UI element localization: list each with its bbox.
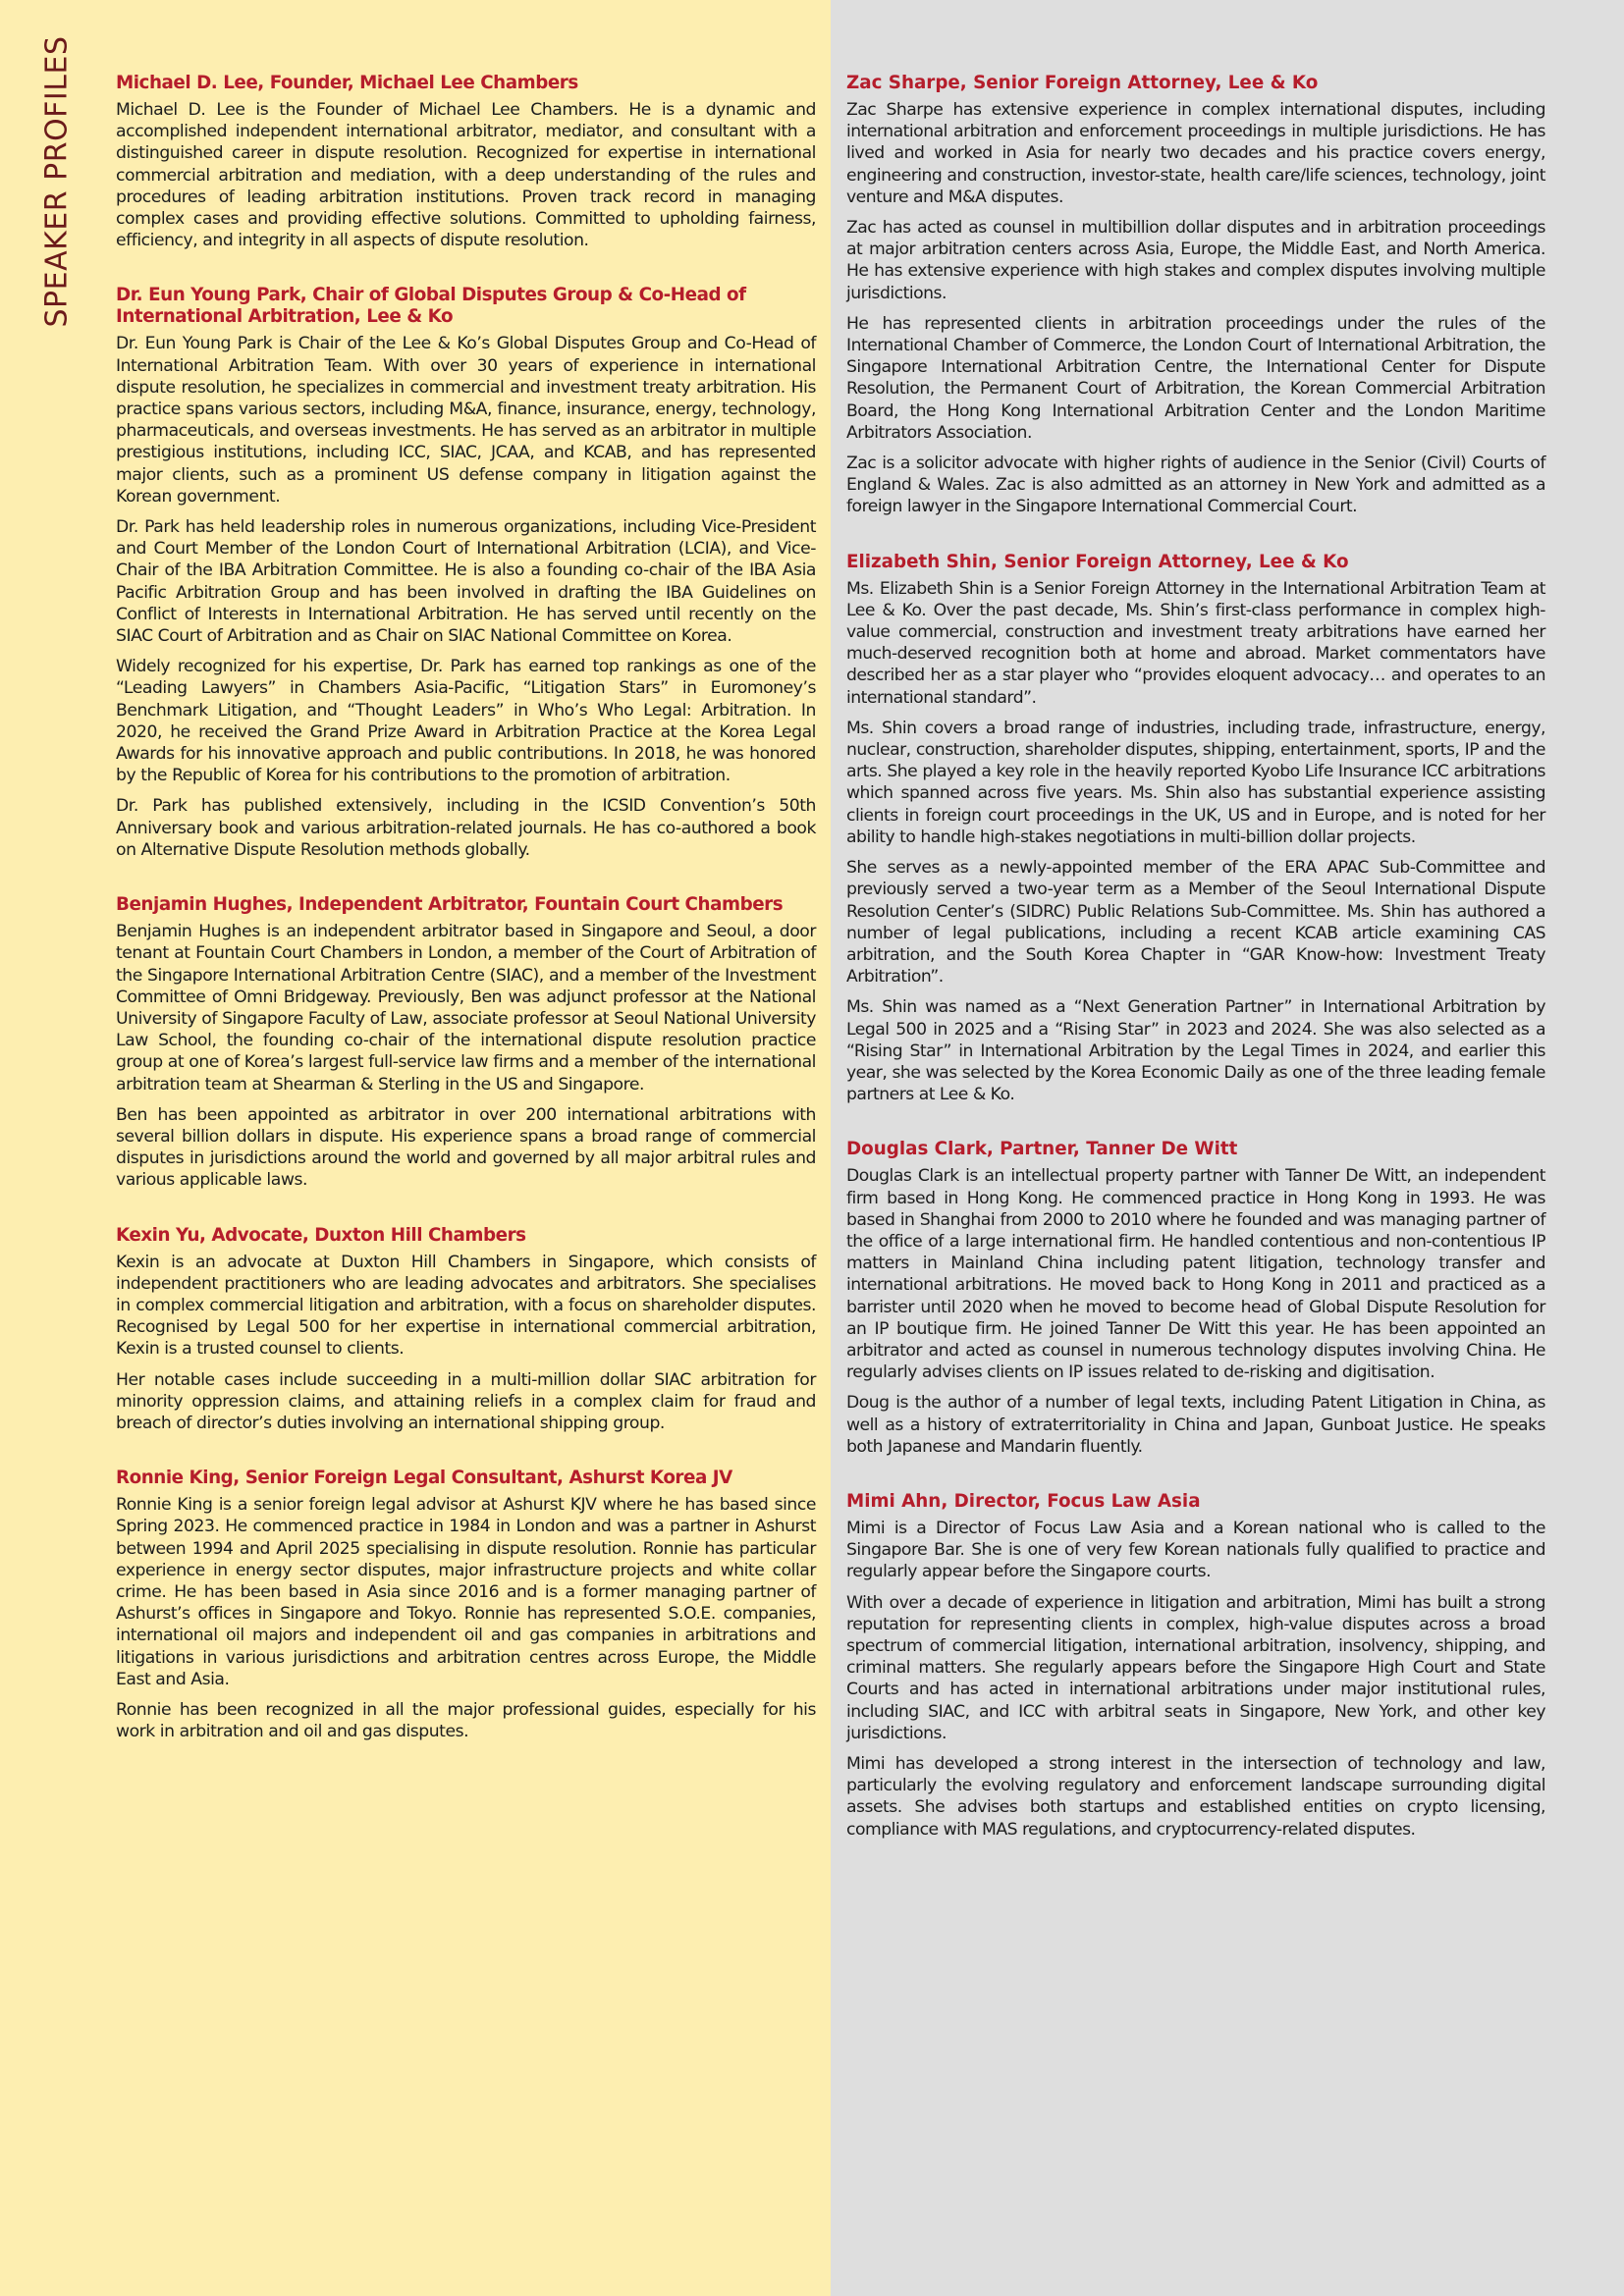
profile-heading: Zac Sharpe, Senior Foreign Attorney, Lee & Ko <box>846 73 1319 93</box>
profile-heading: Michael D. Lee, Founder, Michael Lee Chambers <box>116 73 578 93</box>
left-profile-column <box>116 73 816 1776</box>
profile-paragraph: Michael D. Lee is the Founder of Michael Lee Chambers. He is a dynamic and accomplished independent international arbitrator, mediator, and consultant with a distinguished career in dispute resolution. Recognized for expertise in international commercial arbitration and mediation, with a deep understanding of the rules and procedures of leading arbitration institutions. Proven track record in managing complex cases and providing effective solutions. Committed to upholding fairness, efficiency, and integrity in all aspects of dispute resolution. <box>116 100 816 251</box>
profile-heading: Douglas Clark, Partner, Tanner De Witt <box>846 1139 1238 1160</box>
profile-paragraph: Zac has acted as counsel in multibillion dollar disputes and in arbitration proceedings at major arbitration centers across Asia, Europe, the Middle East, and North America. He has extensive experience with high stakes and complex disputes involving multiple jurisdictions. <box>846 218 1545 303</box>
profile-zac-sharpe <box>846 73 1545 518</box>
profile-mimi-ahn <box>846 1491 1545 1841</box>
profile-paragraph: Ronnie King is a senior foreign legal advisor at Ashurst KJV where he has based since Spring 2023. He commenced practice in 1984 in London and was a partner in Ashurst between 1994 and April 2025 specialising in dispute resolution. Ronnie has particular experience in energy sector disputes, major infrastructure projects and white collar crime. He has been based in Asia since 2016 and is a former managing partner of Ashurst’s offices in Singapore and Tokyo. Ronnie has represented S.O.E. companies, international oil majors and independent oil and gas companies in arbitrations and litigations in various jurisdictions and arbitration centres across Europe, the Middle East and Asia. <box>116 1495 816 1689</box>
profile-paragraph: Dr. Park has held leadership roles in numerous organizations, including Vice-President and Court Member of the London Court of International Arbitration (LCIA), and Vice-Chair of the IBA Arbitration Committee. He is also a founding co-chair of the IBA Asia Pacific Arbitration Group and has been involved in drafting the IBA Guidelines on Conflict of Interests in International Arbitration. He has served until recently on the SIAC Court of Arbitration and as Chair on SIAC National Committee on Korea. <box>116 517 816 647</box>
profile-paragraph: Zac is a solicitor advocate with higher rights of audience in the Senior (Civil) Courts of England & Wales. Zac is also admitted as an attorney in New York and admitted as a foreign lawyer in the Singapore International Commercial Court. <box>846 454 1545 517</box>
profile-paragraph: Widely recognized for his expertise, Dr. Park has earned top rankings as one of the “Leading Lawyers” in Chambers Asia-Pacific, “Litigation Stars” in Euromoney’s Benchmark Litigation, and “Thought Leaders” in Who’s Who Legal: Arbitration. In 2020, he received the Grand Prize Award in Arbitration Practice at the Korea Legal Awards for his innovative approach and public contributions. In 2018, he was honored by the Republic of Korea for his contributions to the promotion of arbitration. <box>116 657 816 786</box>
profile-dr-eun-young-park <box>116 285 816 861</box>
profile-paragraph: Dr. Eun Young Park is Chair of the Lee & Ko’s Global Disputes Group and Co-Head of International Arbitration Team. With over 30 years of experience in international dispute resolution, he specializes in commercial and investment treaty arbitration. His practice spans various sectors, including M&A, finance, insurance, energy, technology, pharmaceuticals, and overseas investments. He has served as an arbitrator in multiple prestigious institutions, including ICC, SIAC, JCAA, and KCAB, and has represented major clients, such as a prominent US defense company in litigation against the Korean government. <box>116 334 816 507</box>
profile-paragraph: Kexin is an advocate at Duxton Hill Chambers in Singapore, which consists of independent practitioners who are leading advocates and arbitrators. She specialises in complex commercial litigation and arbitration, with a focus on shareholder disputes. Recognised by Legal 500 for her expertise in international commercial arbitration, Kexin is a trusted counsel to clients. <box>116 1252 816 1360</box>
profile-heading: Dr. Eun Young Park, Chair of Global Disputes Group & Co-Head of International Arbitration, Lee & Ko <box>116 285 746 328</box>
speaker-profiles-title: SPEAKER PROFILES <box>39 35 75 328</box>
profile-benjamin-hughes <box>116 894 816 1191</box>
right-profile-column <box>846 73 1545 1874</box>
profile-paragraph: Her notable cases include succeeding in a multi-million dollar SIAC arbitration for minority oppression claims, and attaining reliefs in a complex claim for fraud and breach of director’s duties involving an international shipping group. <box>116 1369 816 1433</box>
profile-heading: Ronnie King, Senior Foreign Legal Consultant, Ashurst Korea JV <box>116 1468 732 1489</box>
profile-paragraph: Ms. Shin covers a broad range of industries, including trade, infrastructure, energy, nuclear, construction, shareholder disputes, shipping, entertainment, sports, IP and the arts. She played a key role in the heavily reported Kyobo Life Insurance ICC arbitrations which spanned across five years. Ms. Shin also has substantial experience assisting clients in foreign court proceedings in the UK, US and in Europe, and is noted for her ability to handle high-stakes negotiations in multi-billion dollar projects. <box>846 718 1545 847</box>
profile-heading: Elizabeth Shin, Senior Foreign Attorney, Lee & Ko <box>846 551 1349 572</box>
profile-paragraph: Zac Sharpe has extensive experience in complex international disputes, including international arbitration and enforcement proceedings in multiple jurisdictions. He has lived and worked in Asia for nearly two decades and his practice covers energy, engineering and construction, investor-state, health care/life sciences, technology, joint venture and M&A disputes. <box>846 100 1545 207</box>
profile-heading: Kexin Yu, Advocate, Duxton Hill Chambers <box>116 1224 526 1246</box>
profile-paragraph: Ms. Shin was named as a “Next Generation Partner” in International Arbitration by Legal 500 in 2025 and a “Rising Star” in 2023 and 2024. She was also selected as a “Rising Star” in International Arbitration by the Legal Times in 2024, and earlier this year, she was selected by the Korea Economic Daily as one of the three leading female partners at Lee & Ko. <box>846 997 1545 1105</box>
profile-paragraph: Benjamin Hughes is an independent arbitrator based in Singapore and Seoul, a door tenant at Fountain Court Chambers in London, a member of the Court of Arbitration of the Singapore International Arbitration Centre (SIAC), and a member of the Investment Committee of Omni Bridgeway. Previously, Ben was adjunct professor at the National University of Singapore Faculty of Law, associate professor at Seoul National University Law School, the founding co-chair of the international dispute resolution practice group at one of Korea’s largest full-service law firms and a member of the international arbitration team at Shearman & Sterling in the US and Singapore. <box>116 922 816 1095</box>
profile-paragraph: Dr. Park has published extensively, including in the ICSID Convention’s 50th Anniversary book and various arbitration-related journals. He has co-authored a book on Alternative Dispute Resolution methods globally. <box>116 796 816 860</box>
profile-heading: Benjamin Hughes, Independent Arbitrator, Fountain Court Chambers <box>116 894 784 916</box>
profile-paragraph: He has represented clients in arbitration proceedings under the rules of the International Chamber of Commerce, the London Court of International Arbitration, the Singapore International Arbitration Centre, the International Center for Dispute Resolution, the Permanent Court of Arbitration, the Korean Commercial Arbitration Board, the Hong Kong International Arbitration Center and the London Maritime Arbitrators Association. <box>846 313 1545 443</box>
profile-paragraph: Mimi is a Director of Focus Law Asia and a Korean national who is called to the Singapore Bar. She is one of very few Korean nationals fully qualified to practice and regularly appear before the Singapore courts. <box>846 1518 1545 1582</box>
profile-paragraph: Ronnie has been recognized in all the major professional guides, especially for his work in arbitration and oil and gas disputes. <box>116 1699 816 1742</box>
profile-paragraph: Doug is the author of a number of legal texts, including Patent Litigation in China, as well as a history of extraterritoriality in China and Japan, Gunboat Justice. He speaks both Japanese and Mandarin fluently. <box>846 1393 1545 1457</box>
profile-paragraph: Ms. Elizabeth Shin is a Senior Foreign Attorney in the International Arbitration Team at Lee & Ko. Over the past decade, Ms. Shin’s first-class performance in complex high-value commercial, construction and investment treaty arbitrations have earned her much-deserved recognition both at home and abroad. Market commentators have described her as a star player who “provides eloquent advocacy… and operates to an international standard”. <box>846 578 1545 708</box>
profile-paragraph: Ben has been appointed as arbitrator in over 200 international arbitrations with several billion dollars in dispute. His experience spans a broad range of commercial disputes in jurisdictions around the world and governed by all major arbitral rules and various applicable laws. <box>116 1104 816 1191</box>
profile-elizabeth-shin <box>846 552 1545 1106</box>
profile-paragraph: Douglas Clark is an intellectual property partner with Tanner De Witt, an independent firm based in Hong Kong. He commenced practice in Hong Kong in 1993. He was based in Shanghai from 2000 to 2010 where he founded and was managing partner of the office of a large international firm. He handled contentious and non-contentious IP matters in Mainland China including patent litigation, technology transfer and international arbitrations. He moved back to Hong Kong in 2011 and practiced as a barrister until 2020 when he moved to become head of Global Dispute Resolution for an IP boutique firm. He joined Tanner De Witt this year. He has been appointed an arbitrator and acted as counsel in numerous technology disputes involving China. He regularly advises clients on IP issues related to de-risking and digitisation. <box>846 1166 1545 1383</box>
profile-michael-d-lee <box>116 73 816 251</box>
profile-heading: Mimi Ahn, Director, Focus Law Asia <box>846 1490 1201 1512</box>
profile-paragraph: With over a decade of experience in litigation and arbitration, Mimi has built a strong reputation for representing clients in complex, high-value disputes across a broad spectrum of commercial litigation, international arbitration, insolvency, shipping, and criminal matters. She regularly appears before the Singapore High Court and State Courts and has acted in international arbitrations under major institutional rules, including SIAC, and ICC with arbitral seats in Singapore, New York, and other key jurisdictions. <box>846 1592 1545 1743</box>
profile-paragraph: Mimi has developed a strong interest in the intersection of technology and law, particularly the evolving regulatory and enforcement landscape surrounding digital assets. She advises both startups and established entities on crypto licensing, compliance with MAS regulations, and cryptocurrency-related disputes. <box>846 1754 1545 1840</box>
profile-kexin-yu <box>116 1225 816 1435</box>
profile-ronnie-king <box>116 1468 816 1742</box>
profile-paragraph: She serves as a newly-appointed member of the ERA APAC Sub-Committee and previously served a two-year term as a Member of the Seoul International Dispute Resolution Center’s (SIDRC) Public Relations Sub-Committee. Ms. Shin has authored a number of legal publications, including a recent KCAB article examining CAS arbitration, and the South Korea Chapter in “GAR Know-how: Investment Treaty Arbitration”. <box>846 858 1545 988</box>
profile-douglas-clark <box>846 1139 1545 1458</box>
